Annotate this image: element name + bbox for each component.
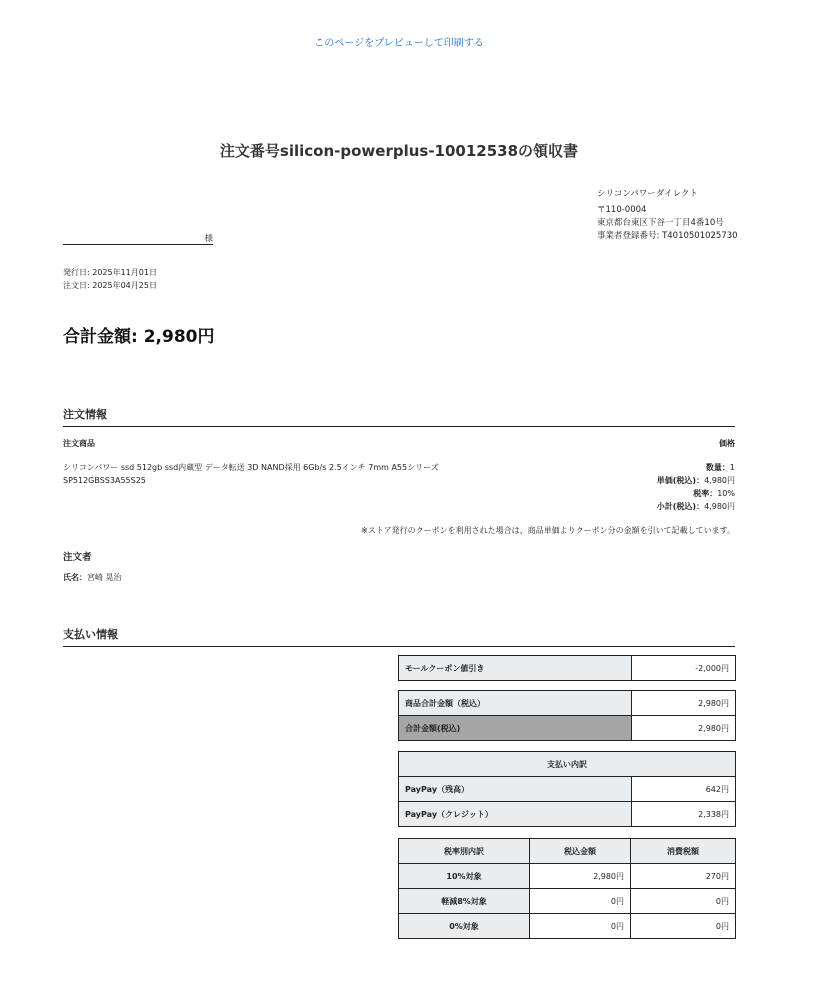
product-description xyxy=(63,461,503,487)
grand-total-label: 合計金額(税込) xyxy=(399,716,632,741)
shop-address: 東京都台東区下谷一丁目4番10号 xyxy=(597,218,724,228)
price-header: 価格 xyxy=(719,439,735,448)
payment-method-value: 2,338円 xyxy=(632,802,736,827)
tax-row-label: 0%対象 xyxy=(399,914,530,939)
orderer-name xyxy=(63,572,122,583)
payment-heading: 支払い情報 xyxy=(63,626,735,647)
grand-total-value: 2,980円 xyxy=(632,716,736,741)
table-row xyxy=(399,914,736,939)
product-code: SP512GBSS3A55S25 xyxy=(63,476,146,485)
tax-header-tax: 消費税額 xyxy=(631,839,736,864)
coupon-value: -2,000円 xyxy=(632,656,736,681)
order-info-heading: 注文情報 xyxy=(63,406,735,427)
table-row xyxy=(399,889,736,914)
tax-rate-value: 10% xyxy=(717,489,735,498)
tax-row-amount: 2,980円 xyxy=(530,864,631,889)
tax-header-rate: 税率別内訳 xyxy=(399,839,530,864)
addressee-line xyxy=(63,232,213,245)
quantity-label: 数量： xyxy=(705,463,730,472)
tax-rate-label: 税率： xyxy=(693,489,718,498)
unit-price-value: 4,980円 xyxy=(704,476,735,485)
addressee-suffix: 様 xyxy=(204,234,213,244)
payment-breakdown-table xyxy=(398,751,736,827)
coupon-note: ※ストア発行のクーポンを利用された場合は、商品単価よりクーポン分の金額を引いて記載しています。 xyxy=(361,526,735,535)
tax-header-amount: 税込金額 xyxy=(530,839,631,864)
table-row xyxy=(399,777,736,802)
table-header-row xyxy=(399,839,736,864)
orderer-name-label: 氏名： xyxy=(63,573,87,582)
product-header: 注文商品 xyxy=(63,439,95,448)
unit-price-label: 単価(税込)： xyxy=(656,476,705,485)
tax-row-label: 軽減8%対象 xyxy=(399,889,530,914)
tax-row-tax: 0円 xyxy=(631,889,736,914)
orderer-name-value: 宮崎 晃治 xyxy=(87,573,122,582)
tax-row-amount: 0円 xyxy=(530,889,631,914)
table-row xyxy=(399,656,736,681)
subtotal-value: 4,980円 xyxy=(704,502,735,511)
dates xyxy=(63,266,157,292)
coupon-table xyxy=(398,655,736,681)
totals-table xyxy=(398,690,736,741)
shop-postal: 〒110-0004 xyxy=(597,205,647,215)
quantity-value: 1 xyxy=(729,463,735,472)
order-date: 注文日: 2025年04月25日 xyxy=(63,281,157,290)
coupon-label: モールクーポン値引き xyxy=(399,656,632,681)
product-name: シリコンパワー ssd 512gb ssd内蔵型 データ転送 3D NAND採用 6Gb/s 2.5インチ 7mm A55シリーズ xyxy=(63,463,439,472)
subtotal-label: 小計(税込)： xyxy=(656,502,705,511)
breakdown-header: 支払い内訳 xyxy=(399,752,736,777)
print-preview-link[interactable]: このページをプレビューして印刷する xyxy=(314,38,484,49)
table-row xyxy=(399,716,736,741)
payment-method-value: 642円 xyxy=(632,777,736,802)
payment-method-label: PayPay（残高） xyxy=(399,777,632,802)
items-total-label: 商品合計金額（税込） xyxy=(399,691,632,716)
tax-row-amount: 0円 xyxy=(530,914,631,939)
tax-row-tax: 270円 xyxy=(631,864,736,889)
receipt-title: 注文番号silicon-powerplus-10012538の領収書 xyxy=(219,142,579,160)
issue-date: 発行日: 2025年11月01日 xyxy=(63,268,157,277)
total-amount: 合計金額: 2,980円 xyxy=(63,327,215,347)
tax-breakdown-table xyxy=(398,838,736,939)
shop-info xyxy=(597,188,738,243)
table-row xyxy=(399,752,736,777)
shop-name: シリコンパワーダイレクト xyxy=(597,189,698,199)
items-total-value: 2,980円 xyxy=(632,691,736,716)
orderer-heading: 注文者 xyxy=(63,552,92,563)
table-row xyxy=(399,864,736,889)
table-row xyxy=(399,691,736,716)
shop-registration: 事業者登録番号: T4010501025730 xyxy=(597,231,738,241)
payment-method-label: PayPay（クレジット） xyxy=(399,802,632,827)
tax-row-label: 10%対象 xyxy=(399,864,530,889)
price-details xyxy=(657,461,735,513)
table-row xyxy=(399,802,736,827)
tax-row-tax: 0円 xyxy=(631,914,736,939)
